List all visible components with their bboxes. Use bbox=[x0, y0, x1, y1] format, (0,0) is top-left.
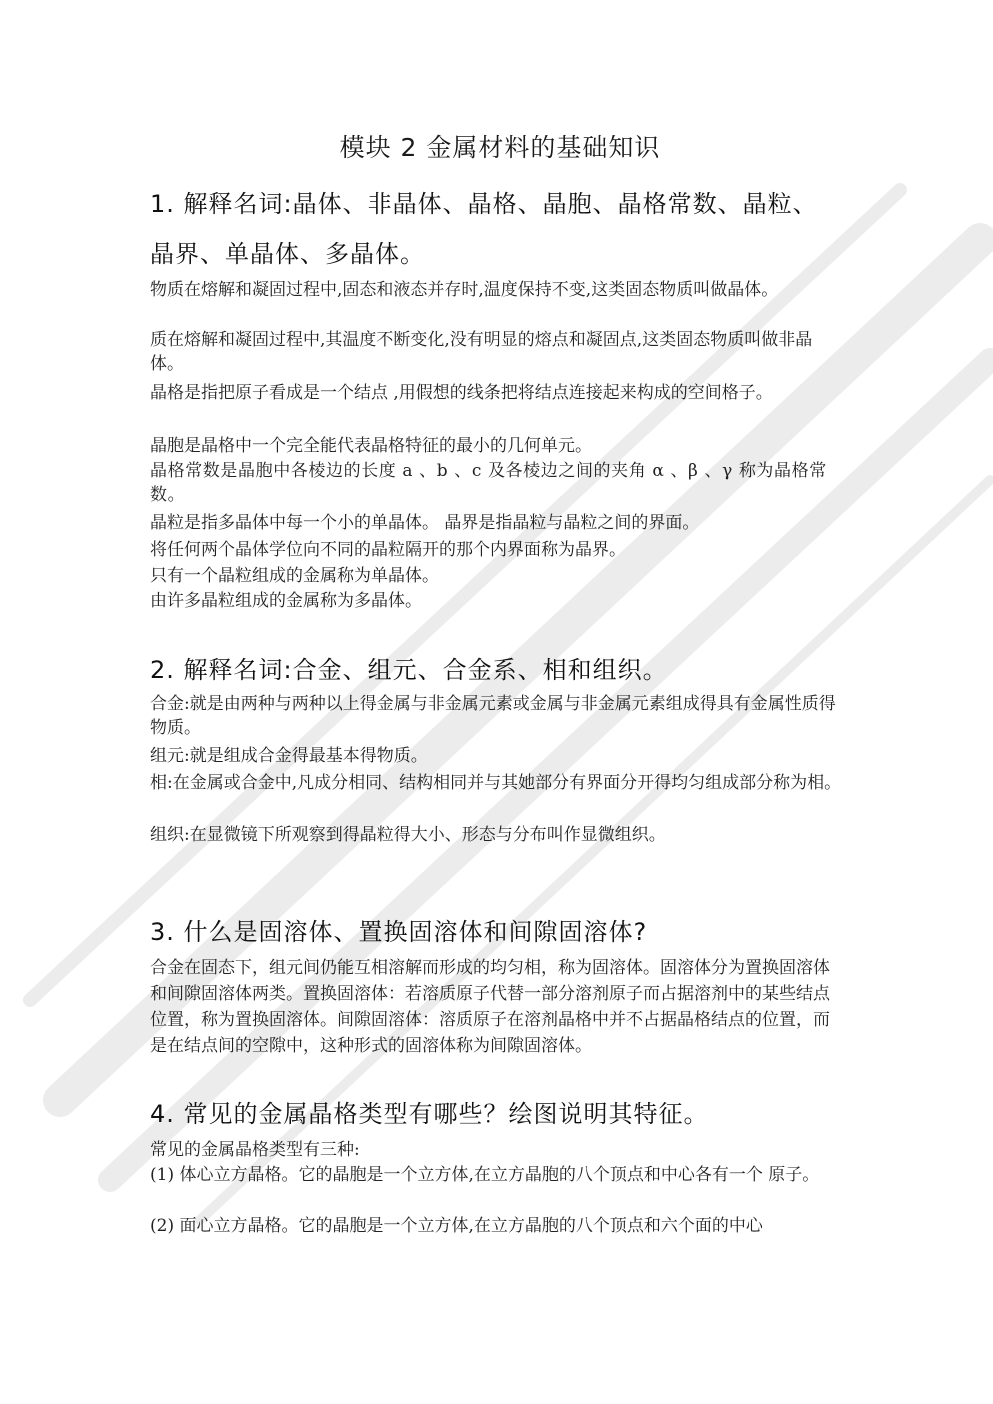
section-2-paragraph: 相:在金属或合金中,凡成分相同、结构相同并与其她部分有界面分开得均匀组成部分称为相。 bbox=[150, 773, 842, 793]
section-2-paragraph: 合金:就是由两种与两种以上得金属与非金属元素或金属与非金属元素组成得具有金属性质得物质。 bbox=[150, 694, 836, 738]
section-1-paragraph: 将任何两个晶体学位向不同的晶粒隔开的那个内界面称为晶界。 bbox=[150, 540, 626, 560]
section-1-paragraph: 只有一个晶粒组成的金属称为单晶体。 bbox=[150, 566, 439, 586]
section-1-heading-line-1: 1. 解释名词:晶体、非晶体、晶格、晶胞、晶格常数、晶粒、 bbox=[150, 190, 818, 218]
section-1-paragraph: 质在熔解和凝固过程中,其温度不断变化,没有明显的熔点和凝固点,这类固态物质叫做非晶体。 bbox=[150, 330, 813, 374]
section-3-paragraph: 合金在固态下，组元间仍能互相溶解而形成的均匀相，称为固溶体。固溶体分为置换固溶体和间隙固溶体两类。置换固溶体：若溶质原子代替一部分溶剂原子而占据溶剂中的某些结点位置，称为置换固溶体。间隙固溶体：溶质原子在溶剂晶格中并不占据晶格结点的位置，而是在结点间的空隙中，这种形式的固溶体称为间隙固溶体。 bbox=[150, 958, 830, 1056]
page-title: 模块 2 金属材料的基础知识 bbox=[339, 133, 661, 162]
section-4-paragraph: 常见的金属晶格类型有三种: bbox=[150, 1140, 360, 1160]
section-2-heading: 2. 解释名词:合金、组元、合金系、相和组织。 bbox=[150, 656, 668, 684]
section-1-paragraph: 晶胞是晶格中一个完全能代表晶格特征的最小的几何单元。 bbox=[150, 436, 592, 456]
section-3-heading: 3. 什么是固溶体、置换固溶体和间隙固溶体? bbox=[150, 918, 648, 946]
section-1-paragraph: 晶格是指把原子看成是一个结点 ,用假想的线条把将结点连接起来构成的空间格子。 bbox=[150, 383, 773, 403]
section-1-heading-line-2: 晶界、单晶体、多晶体。 bbox=[150, 240, 425, 268]
section-1-paragraph: 晶粒是指多晶体中每一个小的单晶体。 晶界是指晶粒与晶粒之间的界面。 bbox=[150, 513, 700, 533]
section-4-heading: 4. 常见的金属晶格类型有哪些？绘图说明其特征。 bbox=[150, 1100, 709, 1128]
section-2-paragraph: 组织:在显微镜下所观察到得晶粒得大小、形态与分布叫作显微组织。 bbox=[150, 825, 666, 845]
section-4-paragraph: (1) 体心立方晶格。它的晶胞是一个立方体,在立方晶胞的八个顶点和中心各有一个 原子。 bbox=[150, 1165, 820, 1185]
section-1-paragraph: 由许多晶粒组成的金属称为多晶体。 bbox=[150, 591, 422, 611]
section-1-paragraph: 物质在熔解和凝固过程中,固态和液态并存时,温度保持不变,这类固态物质叫做晶体。 bbox=[150, 280, 779, 300]
section-4-paragraph: (2) 面心立方晶格。它的晶胞是一个立方体,在立方晶胞的八个顶点和六个面的中心 bbox=[150, 1216, 763, 1236]
section-1-paragraph: 晶格常数是晶胞中各棱边的长度 a 、b 、c 及各棱边之间的夹角 α 、β 、γ 称为晶格常数。 bbox=[150, 461, 827, 505]
section-2-paragraph: 组元:就是组成合金得最基本得物质。 bbox=[150, 746, 428, 766]
